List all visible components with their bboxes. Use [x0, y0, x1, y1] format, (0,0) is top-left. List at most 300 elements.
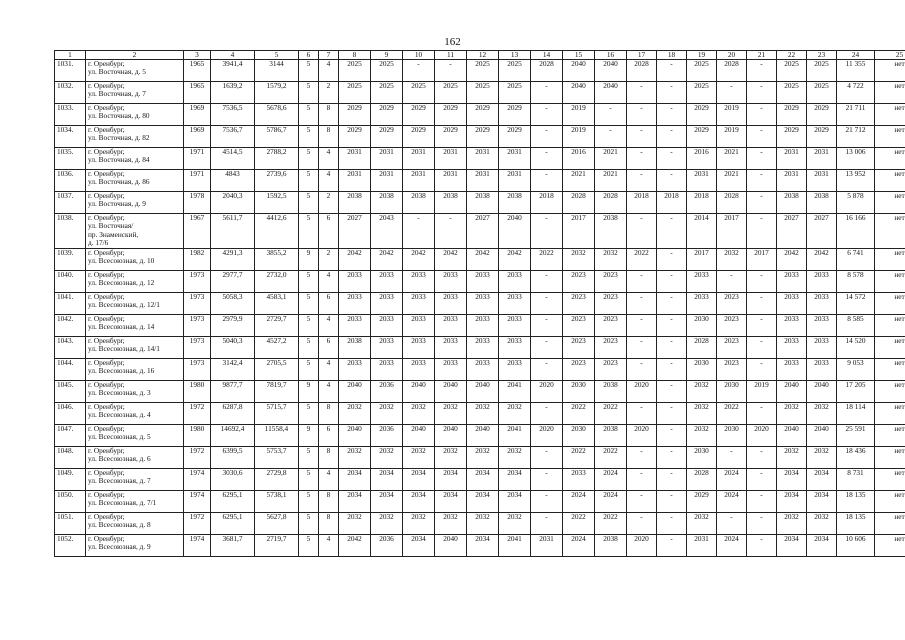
value-cell-col-14: -	[531, 214, 563, 249]
value-cell-col-16: 2038	[595, 535, 627, 557]
table-row	[55, 447, 905, 469]
value-cell-col-18: -	[657, 447, 687, 469]
table-row	[55, 381, 905, 403]
value-cell-col-13: 2032	[499, 513, 531, 535]
value-cell-col-13: 2032	[499, 447, 531, 469]
value-cell-col-12: 2042	[467, 249, 499, 271]
value-cell-col-20: 2030	[717, 381, 747, 403]
address-cell	[86, 214, 184, 249]
value-cell-col-16: 2021	[595, 148, 627, 170]
address-line: г. Оренбург,	[88, 468, 125, 477]
address-line: г. Оренбург,	[88, 534, 125, 543]
value-cell-col-9: 2033	[371, 337, 403, 359]
address-line: ул. Всесоюзная, д. 8	[88, 520, 151, 530]
value-cell-col-13: 2033	[499, 315, 531, 337]
table-row	[55, 513, 905, 535]
row-number: 1044.	[55, 359, 86, 381]
value-cell-col-22: 2029	[777, 104, 807, 126]
address-cell	[86, 192, 184, 214]
value-cell-col-13: 2034	[499, 469, 531, 491]
value-cell-col-23: 2040	[807, 425, 837, 447]
value-cell-col-17: 2020	[627, 535, 657, 557]
value-cell-col-14: -	[531, 359, 563, 381]
value-cell-col-9: 2036	[371, 425, 403, 447]
value-cell-col-22: 2025	[777, 60, 807, 82]
address-cell	[86, 469, 184, 491]
value-cell-col-16: 2021	[595, 170, 627, 192]
value-cell-col-19: 2032	[687, 381, 717, 403]
address-cell	[86, 447, 184, 469]
value-cell-col-3: 1973	[184, 337, 211, 359]
value-cell-col-9: 2032	[371, 403, 403, 425]
address-line: г. Оренбург,	[88, 512, 125, 521]
address-line: ул. Всесоюзная, д. 12/1	[88, 300, 160, 310]
value-cell-col-17: -	[627, 271, 657, 293]
value-cell-col-20: 2024	[717, 535, 747, 557]
row-number: 1048.	[55, 447, 86, 469]
value-cell-col-7: 4	[319, 381, 339, 403]
value-cell-col-16: 2024	[595, 491, 627, 513]
value-cell-col-19: 2014	[687, 214, 717, 249]
value-cell-col-12: 2033	[467, 337, 499, 359]
address-line: г. Оренбург,	[88, 191, 125, 200]
value-cell-col-24: 16 166	[837, 214, 875, 249]
value-cell-col-17: -	[627, 170, 657, 192]
value-cell-col-20: -	[717, 447, 747, 469]
value-cell-col-18: -	[657, 214, 687, 249]
value-cell-col-20: 2023	[717, 359, 747, 381]
column-number: 11	[435, 51, 467, 60]
value-cell-col-10: 2033	[403, 337, 435, 359]
address-cell	[86, 513, 184, 535]
value-cell-col-3: 1974	[184, 491, 211, 513]
value-cell-col-15: 2023	[563, 293, 595, 315]
value-cell-col-22: 2040	[777, 425, 807, 447]
value-cell-col-23: 2027	[807, 214, 837, 249]
value-cell-col-21: -	[747, 104, 777, 126]
value-cell-col-21: -	[747, 315, 777, 337]
value-cell-col-20: -	[717, 82, 747, 104]
value-cell-col-21: -	[747, 192, 777, 214]
value-cell-col-16: 2038	[595, 214, 627, 249]
value-cell-col-7: 6	[319, 214, 339, 249]
value-cell-col-21: -	[747, 469, 777, 491]
value-cell-col-6: 5	[299, 469, 319, 491]
value-cell-col-14: -	[531, 447, 563, 469]
address-line: г. Оренбург,	[88, 59, 125, 68]
value-cell-col-8: 2033	[339, 315, 371, 337]
value-cell-col-7: 8	[319, 513, 339, 535]
value-cell-col-23: 2034	[807, 491, 837, 513]
value-cell-col-25: нет	[875, 403, 905, 425]
value-cell-col-23: 2033	[807, 359, 837, 381]
value-cell-col-11: 2031	[435, 170, 467, 192]
address-cell	[86, 381, 184, 403]
value-cell-col-7: 6	[319, 337, 339, 359]
value-cell-col-10: 2032	[403, 447, 435, 469]
value-cell-col-12: 2027	[467, 214, 499, 249]
row-number: 1038.	[55, 214, 86, 249]
value-cell-col-17: -	[627, 293, 657, 315]
value-cell-col-25: нет	[875, 359, 905, 381]
column-number: 20	[717, 51, 747, 60]
value-cell-col-16: -	[595, 126, 627, 148]
address-line: ул. Восточная, д. 80	[88, 111, 150, 121]
value-cell-col-10: -	[403, 214, 435, 249]
value-cell-col-17: -	[627, 148, 657, 170]
table-row	[55, 491, 905, 513]
column-number: 3	[184, 51, 211, 60]
value-cell-col-16: 2024	[595, 469, 627, 491]
column-number: 22	[777, 51, 807, 60]
value-cell-col-25: нет	[875, 425, 905, 447]
value-cell-col-14: -	[531, 104, 563, 126]
row-number: 1050.	[55, 491, 86, 513]
value-cell-col-20: 2028	[717, 60, 747, 82]
value-cell-col-24: 14 572	[837, 293, 875, 315]
value-cell-col-3: 1980	[184, 381, 211, 403]
value-cell-col-17: -	[627, 359, 657, 381]
value-cell-col-5: 5753,7	[255, 447, 299, 469]
value-cell-col-17: -	[627, 82, 657, 104]
value-cell-col-11: 2038	[435, 192, 467, 214]
value-cell-col-23: 2029	[807, 104, 837, 126]
value-cell-col-20: 2024	[717, 491, 747, 513]
value-cell-col-24: 11 355	[837, 60, 875, 82]
value-cell-col-17: 2018	[627, 192, 657, 214]
value-cell-col-3: 1973	[184, 359, 211, 381]
value-cell-col-3: 1965	[184, 60, 211, 82]
value-cell-col-9: 2034	[371, 491, 403, 513]
value-cell-col-13: 2042	[499, 249, 531, 271]
value-cell-col-13: 2033	[499, 293, 531, 315]
column-number-row	[55, 51, 905, 60]
value-cell-col-17: -	[627, 315, 657, 337]
value-cell-col-24: 14 520	[837, 337, 875, 359]
value-cell-col-10: 2031	[403, 148, 435, 170]
value-cell-col-12: 2032	[467, 403, 499, 425]
value-cell-col-24: 10 606	[837, 535, 875, 557]
value-cell-col-23: 2033	[807, 293, 837, 315]
value-cell-col-8: 2029	[339, 104, 371, 126]
value-cell-col-5: 2719,7	[255, 535, 299, 557]
value-cell-col-21: -	[747, 271, 777, 293]
value-cell-col-19: 2031	[687, 535, 717, 557]
value-cell-col-23: 2032	[807, 447, 837, 469]
value-cell-col-3: 1982	[184, 249, 211, 271]
value-cell-col-4: 2979,9	[211, 315, 255, 337]
value-cell-col-12: 2032	[467, 447, 499, 469]
value-cell-col-22: 2032	[777, 447, 807, 469]
value-cell-col-14: -	[531, 126, 563, 148]
value-cell-col-9: 2025	[371, 60, 403, 82]
address-line: г. Оренбург,	[88, 314, 125, 323]
value-cell-col-10: 2034	[403, 469, 435, 491]
value-cell-col-3: 1973	[184, 293, 211, 315]
value-cell-col-20: 2021	[717, 148, 747, 170]
row-number: 1042.	[55, 315, 86, 337]
value-cell-col-8: 2032	[339, 513, 371, 535]
value-cell-col-21: -	[747, 214, 777, 249]
value-cell-col-21: 2017	[747, 249, 777, 271]
value-cell-col-21: -	[747, 491, 777, 513]
value-cell-col-6: 5	[299, 513, 319, 535]
table-body	[55, 60, 905, 557]
row-number: 1033.	[55, 104, 86, 126]
value-cell-col-13: 2041	[499, 425, 531, 447]
table-row	[55, 170, 905, 192]
value-cell-col-19: 2030	[687, 315, 717, 337]
value-cell-col-21: 2019	[747, 381, 777, 403]
value-cell-col-15: 2032	[563, 249, 595, 271]
value-cell-col-12: 2025	[467, 82, 499, 104]
address-line: ул. Всесоюзная, д. 5	[88, 432, 151, 442]
value-cell-col-12: 2032	[467, 513, 499, 535]
column-number: 19	[687, 51, 717, 60]
value-cell-col-18: -	[657, 82, 687, 104]
address-line: пр. Знаменский,	[88, 229, 139, 239]
value-cell-col-10: 2025	[403, 82, 435, 104]
value-cell-col-22: 2042	[777, 249, 807, 271]
address-line: г. Оренбург,	[88, 169, 125, 178]
address-line: ул. Всесоюзная, д. 12	[88, 278, 155, 288]
value-cell-col-22: 2033	[777, 315, 807, 337]
column-number: 8	[339, 51, 371, 60]
value-cell-col-25: нет	[875, 315, 905, 337]
value-cell-col-15: 2017	[563, 214, 595, 249]
value-cell-col-7: 6	[319, 293, 339, 315]
value-cell-col-6: 5	[299, 82, 319, 104]
value-cell-col-6: 5	[299, 315, 319, 337]
value-cell-col-11: 2040	[435, 381, 467, 403]
column-number: 13	[499, 51, 531, 60]
value-cell-col-4: 2977,7	[211, 271, 255, 293]
value-cell-col-7: 2	[319, 82, 339, 104]
value-cell-col-5: 4583,1	[255, 293, 299, 315]
address-line: ул. Всесоюзная, д. 7/1	[88, 498, 157, 508]
value-cell-col-11: 2040	[435, 535, 467, 557]
value-cell-col-23: 2032	[807, 513, 837, 535]
value-cell-col-22: 2031	[777, 170, 807, 192]
value-cell-col-15: 2023	[563, 337, 595, 359]
value-cell-col-15: 2023	[563, 271, 595, 293]
value-cell-col-15: 2022	[563, 447, 595, 469]
value-cell-col-25: нет	[875, 104, 905, 126]
column-number: 2	[86, 51, 184, 60]
value-cell-col-14: -	[531, 170, 563, 192]
value-cell-col-22: 2034	[777, 535, 807, 557]
value-cell-col-25: нет	[875, 82, 905, 104]
value-cell-col-11: 2031	[435, 148, 467, 170]
value-cell-col-25: нет	[875, 447, 905, 469]
value-cell-col-14: -	[531, 513, 563, 535]
page-number: 162	[444, 36, 461, 48]
value-cell-col-9: 2033	[371, 271, 403, 293]
value-cell-col-13: 2041	[499, 381, 531, 403]
table-row	[55, 469, 905, 491]
address-line: г. Оренбург,	[88, 147, 125, 156]
table-row	[55, 82, 905, 104]
value-cell-col-21: -	[747, 293, 777, 315]
value-cell-col-14: -	[531, 293, 563, 315]
value-cell-col-18: -	[657, 315, 687, 337]
value-cell-col-10: 2038	[403, 192, 435, 214]
address-line: г. Оренбург,	[88, 270, 125, 279]
value-cell-col-14: 2018	[531, 192, 563, 214]
value-cell-col-5: 2732,0	[255, 271, 299, 293]
value-cell-col-21: -	[747, 403, 777, 425]
value-cell-col-25: нет	[875, 148, 905, 170]
value-cell-col-22: 2034	[777, 469, 807, 491]
value-cell-col-8: 2034	[339, 491, 371, 513]
value-cell-col-23: 2033	[807, 315, 837, 337]
row-number: 1035.	[55, 148, 86, 170]
value-cell-col-22: 2033	[777, 359, 807, 381]
value-cell-col-16: 2038	[595, 425, 627, 447]
value-cell-col-21: -	[747, 148, 777, 170]
value-cell-col-3: 1969	[184, 104, 211, 126]
value-cell-col-23: 2033	[807, 271, 837, 293]
address-line: ул. Всесоюзная, д. 6	[88, 454, 151, 464]
value-cell-col-18: -	[657, 249, 687, 271]
value-cell-col-24: 4 722	[837, 82, 875, 104]
value-cell-col-20: -	[717, 513, 747, 535]
value-cell-col-14: -	[531, 337, 563, 359]
value-cell-col-10: 2033	[403, 359, 435, 381]
address-cell	[86, 535, 184, 557]
value-cell-col-18: -	[657, 513, 687, 535]
value-cell-col-22: 2033	[777, 337, 807, 359]
column-number: 1	[55, 51, 86, 60]
value-cell-col-20: 2024	[717, 469, 747, 491]
value-cell-col-20: 2030	[717, 425, 747, 447]
value-cell-col-24: 13 006	[837, 148, 875, 170]
value-cell-col-11: 2032	[435, 403, 467, 425]
value-cell-col-10: 2040	[403, 425, 435, 447]
value-cell-col-9: 2043	[371, 214, 403, 249]
value-cell-col-17: -	[627, 491, 657, 513]
value-cell-col-15: 2016	[563, 148, 595, 170]
value-cell-col-15: 2019	[563, 104, 595, 126]
value-cell-col-17: -	[627, 403, 657, 425]
column-number: 14	[531, 51, 563, 60]
value-cell-col-23: 2034	[807, 535, 837, 557]
value-cell-col-5: 11558,4	[255, 425, 299, 447]
value-cell-col-22: 2033	[777, 293, 807, 315]
value-cell-col-23: 2025	[807, 60, 837, 82]
value-cell-col-20: -	[717, 271, 747, 293]
value-cell-col-6: 5	[299, 148, 319, 170]
value-cell-col-13: 2033	[499, 271, 531, 293]
value-cell-col-25: нет	[875, 469, 905, 491]
value-cell-col-14: -	[531, 271, 563, 293]
value-cell-col-3: 1972	[184, 513, 211, 535]
value-cell-col-21: -	[747, 170, 777, 192]
value-cell-col-24: 5 878	[837, 192, 875, 214]
value-cell-col-3: 1971	[184, 170, 211, 192]
value-cell-col-5: 2705,5	[255, 359, 299, 381]
value-cell-col-11: -	[435, 60, 467, 82]
value-cell-col-22: 2032	[777, 403, 807, 425]
value-cell-col-15: 2030	[563, 381, 595, 403]
column-number: 9	[371, 51, 403, 60]
value-cell-col-15: 2023	[563, 315, 595, 337]
value-cell-col-11: 2034	[435, 469, 467, 491]
value-cell-col-17: -	[627, 104, 657, 126]
value-cell-col-15: 2024	[563, 491, 595, 513]
value-cell-col-14: -	[531, 148, 563, 170]
value-cell-col-16: -	[595, 104, 627, 126]
value-cell-col-9: 2034	[371, 469, 403, 491]
address-cell	[86, 170, 184, 192]
value-cell-col-17: 2028	[627, 60, 657, 82]
value-cell-col-23: 2031	[807, 170, 837, 192]
address-line: ул. Восточная, д. 9	[88, 199, 146, 209]
value-cell-col-23: 2025	[807, 82, 837, 104]
address-line: ул. Всесоюзная, д. 16	[88, 366, 155, 376]
housing-table	[54, 50, 905, 557]
value-cell-col-15: 2028	[563, 192, 595, 214]
value-cell-col-25: нет	[875, 60, 905, 82]
address-line: ул. Всесоюзная, д. 14/1	[88, 344, 160, 354]
value-cell-col-4: 5058,3	[211, 293, 255, 315]
address-cell	[86, 126, 184, 148]
value-cell-col-12: 2033	[467, 293, 499, 315]
address-cell	[86, 337, 184, 359]
value-cell-col-19: 2033	[687, 293, 717, 315]
value-cell-col-12: 2029	[467, 126, 499, 148]
value-cell-col-3: 1965	[184, 82, 211, 104]
value-cell-col-16: 2040	[595, 60, 627, 82]
value-cell-col-11: 2042	[435, 249, 467, 271]
value-cell-col-19: 2025	[687, 60, 717, 82]
table-row	[55, 126, 905, 148]
address-cell	[86, 359, 184, 381]
value-cell-col-18: 2018	[657, 192, 687, 214]
value-cell-col-24: 9 053	[837, 359, 875, 381]
address-line: ул. Всесоюзная, д. 3	[88, 388, 151, 398]
value-cell-col-16: 2023	[595, 337, 627, 359]
value-cell-col-23: 2042	[807, 249, 837, 271]
value-cell-col-10: 2042	[403, 249, 435, 271]
row-number: 1051.	[55, 513, 86, 535]
value-cell-col-3: 1972	[184, 447, 211, 469]
value-cell-col-8: 2033	[339, 359, 371, 381]
value-cell-col-3: 1973	[184, 271, 211, 293]
value-cell-col-15: 2040	[563, 82, 595, 104]
value-cell-col-7: 4	[319, 359, 339, 381]
value-cell-col-19: 2016	[687, 148, 717, 170]
value-cell-col-10: 2033	[403, 315, 435, 337]
value-cell-col-16: 2032	[595, 249, 627, 271]
value-cell-col-11: 2034	[435, 491, 467, 513]
column-number: 6	[299, 51, 319, 60]
address-line: г. Оренбург,	[88, 358, 125, 367]
address-cell	[86, 315, 184, 337]
value-cell-col-10: 2033	[403, 293, 435, 315]
value-cell-col-23: 2034	[807, 469, 837, 491]
value-cell-col-13: 2029	[499, 126, 531, 148]
value-cell-col-18: -	[657, 126, 687, 148]
value-cell-col-9: 2031	[371, 170, 403, 192]
address-line: ул. Всесоюзная, д. 4	[88, 410, 151, 420]
value-cell-col-16: 2022	[595, 403, 627, 425]
value-cell-col-18: -	[657, 425, 687, 447]
value-cell-col-7: 6	[319, 425, 339, 447]
value-cell-col-10: -	[403, 60, 435, 82]
value-cell-col-6: 5	[299, 447, 319, 469]
value-cell-col-4: 5611,7	[211, 214, 255, 249]
